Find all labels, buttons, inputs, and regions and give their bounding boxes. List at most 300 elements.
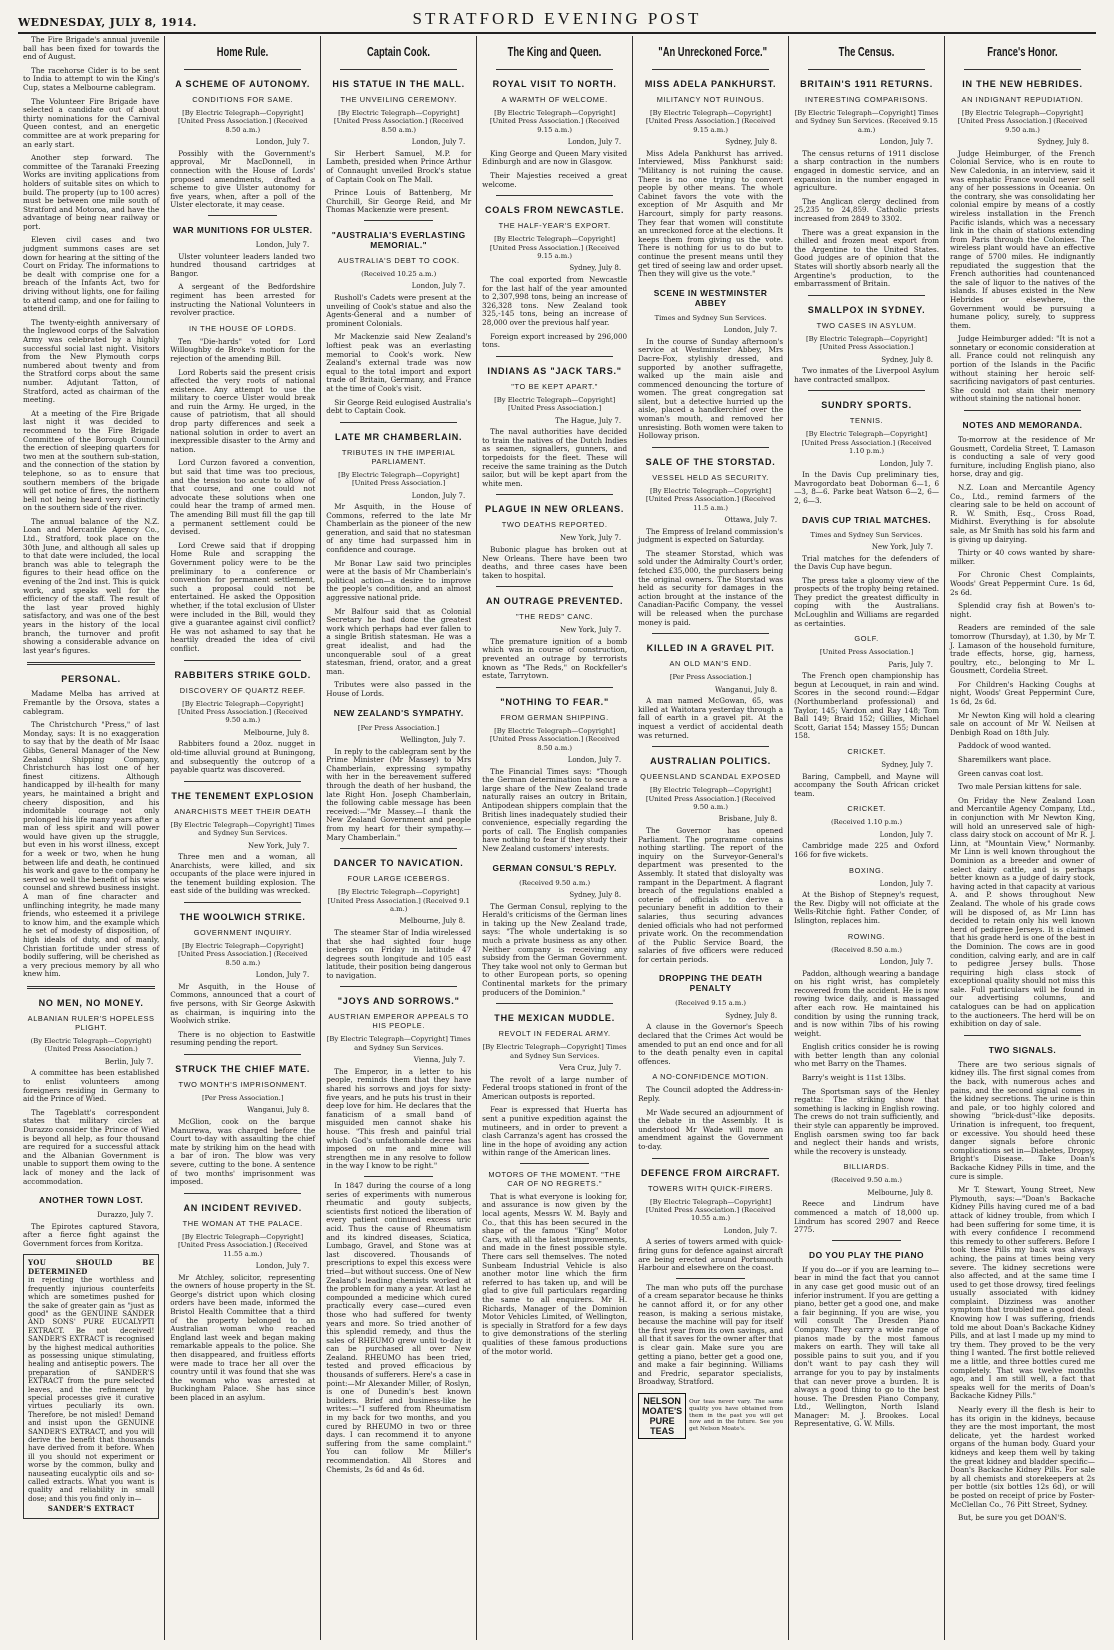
dateline: London, July 7. [567, 756, 622, 765]
paragraph: At the Bishop of Stepney's request, the Rev. Digby will not officiate at the Wells-Ritchie fight. Father Conder, of Islington, replaces him. [794, 890, 940, 925]
paragraph: English critics consider he is rowing with better length than any colonial who met Barry on the Thames. [794, 1042, 940, 1069]
ad-body: in rejecting the worthless and frequently injurious counterfeits which are sometimes pushed for the sake of greater gain as "just as good" as the GENUINE SANDER AND SONS' PURE EUCALYPTI EXTRACT. Be not deceived! SANDER'S EXTRACT is recognised by the highest medical authorities as possessing unique stimulating, healing and antiseptic powers. The preparation of SANDER'S EXTRACT from the pure selected leaves, and the refinement by special processes give it curative virtues peculiarly its own. Therefore, be not misled! Demand and insist upon the GENUINE SANDER'S EXTRACT, and you will derive the benefit that thousands have derived from it before. When ill you should not experiment or worse by the common, bulky and nauseating eucalyptic oils and so-called extracts. What you want is quality and reliability in small dose; and this you find only in— [28, 1276, 155, 1503]
credit-line: [By Electric Telegraph—Copyright] [United Press Association.] (Received 10.55 a.m.) [645, 1197, 776, 1223]
divider [964, 410, 1081, 411]
subheadline: TWO DEATHS REPORTED. [501, 520, 608, 530]
headline: THE MEXICAN MUDDLE. [494, 1013, 615, 1024]
credit-line: [By Electric Telegraph—Copyright] Times and Sydney Sun Services. (Received 9.15 a.m.) [794, 109, 939, 134]
credit-line: [By Electric Telegraph—Copyright] Times and Sydney Sun Services. [482, 1043, 627, 1060]
subheadline: THE WOMAN AT THE PALACE. [182, 1218, 303, 1228]
dateline: London, July 7. [879, 830, 934, 839]
paragraph: The racehorse Cider is to be sent to India to attempt to win the King's Cup, states a Melbourne cablegram. [23, 65, 160, 92]
headline: "AUSTRALIA'S EVERLASTING MEMORIAL." [331, 229, 466, 250]
paragraph: The annual balance of the N.Z. Loan and Mercantile Agency Co., Ltd., Stratford, took place on the 30th June, and although all sales up to that date were included, the local branch was able to telegraph the figures to their head office on the evening of the 2nd inst. This is quick work, and speaks well for the efficiency of the staff. The result of the last year proved highly satisfactory, and was one of the best years in the history of the local branch, the turnover and profit showing a considerable advance on last year's figures. [23, 516, 160, 655]
paragraph: Mr Balfour said that as Colonial Secretary he had done the greatest work which perhaps had ever fallen to a single British statesman. He was a great idealist, and had the unconquerable soul of a great statesman, friend, orator, and a great man. [326, 606, 472, 676]
headline: SCENE IN WESTMINSTER ABBEY [653, 287, 768, 308]
subheadline: AUSTRALIA'S DEBT TO COOK. [337, 255, 460, 265]
paragraph: Possibly with the Government's approval, Mr MacDonnell, in connection with the House of Lords' proposed amendments, drafted a scheme to give Ulster autonomy for five years, when, after a poll of the Ulster electorate, it may cease. [170, 148, 316, 210]
headline: NO MEN, NO MONEY. [38, 997, 144, 1008]
divider [652, 633, 769, 634]
issue-date: WEDNESDAY, JULY 8, 1914. [18, 16, 197, 29]
headline: DEFENCE FROM AIRCRAFT. [640, 1167, 781, 1178]
paragraph: At a meeting of the Fire Brigade last night it was decided to recommend to the Fire Brigade Committee of the Borough Council the erection of sleeping quarters for two men at the southern sub-station, and the connection of the station by telephone, so as to ensure that southern members of the brigade will get notice of fires, the northern bell not being heard very distinctly on the southern side of the river. [23, 408, 160, 513]
paragraph-piano-ad: If you do—or if you are learning to—bear in mind the fact that you cannot in any case get good music out of an inferior instrument. If you are getting a piano, better get a good one, and make a fair beginning. If you are wise, you will consult The Dresden Piano Company. They carry a wide range of pianos made by the most famous makers on earth. They will take all possible pains to suit you, and if you don't want to pay cash they will arrange for you to pay by instalments that can never prove a burden. It is always a good thing to go to the best house. The Dresden Piano Company, Ltd., Wellington, North Island Manager: M. J. Brookes. Local Representative, G. W. Mills. [794, 1264, 940, 1429]
dateline: London, July 7. [879, 879, 934, 888]
paragraph: Another step forward. The committee of the Taranaki Freezing Works are inviting applications from holders of suitable sites on which to build. The property (up to 100 acres) must be between one mile south of Stratford and Motoroa, and have the advantage of being near railway or port. [23, 153, 160, 231]
paragraph: A clause in the Governor's Speech declared that the Crimes Act would be amended to put an end once and for all to the death penalty even in capital offences. [638, 1022, 784, 1066]
divider [496, 195, 613, 196]
paragraph: The Financial Times says: "Though the German determination to secure a large share of the New Zealand trade naturally raises an outcry in Britain, Antipodean shippers complain that the British lines inadequately studied their convenience, especially regarding the ports of call. The English companies have nothing to fear if they study their New Zealand customers' interests. [482, 766, 628, 853]
paragraph: Their Majesties received a great welcome. [482, 171, 628, 189]
subheadline: TWO MONTH'S IMPRISONMENT. [178, 1080, 307, 1090]
headline: THE WOOLWICH STRIKE. [179, 912, 306, 923]
headline: COALS FROM NEWCASTLE. [485, 205, 625, 216]
dateline: London, July 7. [255, 971, 310, 980]
credit-line: (Received 10.25 a.m.) [361, 269, 437, 278]
paragraph: Splendid cray fish at Bowen's to-night. [950, 601, 1095, 619]
column-local-news [18, 36, 165, 1640]
column-title: The Census. [838, 44, 895, 59]
divider [340, 69, 457, 70]
dateline: London, July 7. [255, 1262, 310, 1270]
page-columns [18, 36, 1100, 1640]
credit-line: [By Electric Telegraph—Copyright] [United Press Association.] (Received 11.5 a.m.) [645, 486, 776, 512]
dateline: Sydney, July 8. [1037, 138, 1089, 147]
dateline: New York, July 7. [559, 534, 622, 543]
paragraph: The Emperor, in a letter to his people, reminds them that they have shared his sorrows and joys for sixty-five years, and he puts his trust in their deep love for him. He declares that the fanaticism of a small band of misguided men cannot shake his house. "This fresh and painful trial which God's unfathomable decree has imposed on me and mine will strengthen me in any resolve to follow in the way I know to be right." [326, 1066, 472, 1171]
headline: RABBITERS STRIKE GOLD. [174, 669, 312, 680]
masthead [18, 6, 1096, 34]
paragraph: The Volunteer Fire Brigade have selected a candidate out of about thirty nominations for the Carnival Queen contest, and an energetic committee are at work preparing for an early start. [23, 96, 160, 149]
paragraph-rheumo-ad: In 1847 during the course of a long series of experiments with numerous rheumatic and gouty subjects, scientists first noticed the liberation of every patient continued excess uric acid. Thus the cause of Rheumatism and its kindred diseases, Sciatica, Lumbago, Gravel, and Stone was at last discovered. Thousands of prescriptions to expel this excess were tried—but without success. One of New Zealand's leading chemists worked at the problem for many a year. At last he compounded a medicine which cured practically every case—cured even those who had suffered for twenty years and more. So tried another of this splendid remedy, and thus the sales of RHEUMO grew until to-day it can be purchased all over New Zealand. RHEUMO has been tried, tested and proved efficacious by thousands of sufferers. Here's a case in point:—Mr Alexander Miller, of Roslyn, is one of Dunedin's best known builders. Brief and business-like he writes:—"I suffered from Rheumatism in my back for two months, and you cured by RHEUMO in two or three days. I can recommend it to anyone suffering from the same complaint." You can follow Mr Miller's recommendation. All Stores and Chemists, 2s 6d and 4s 6d. [326, 1181, 472, 1474]
paragraph: Nearly every ill the flesh is heir to has its origin in the kidneys, because they are the most important, the most delicate, yet the hardest worked organs of the human body. Guard your kidneys and keep them well by taking the great kidney and bladder specific—Doan's Backache Kidney Pills. For sale by all chemists and storekeepers at 2s per bottle (six bottles 12s 6d), or will be posted on receipt of price by Foster-McClellan Co., 76 Pitt Street, Sydney. [950, 1405, 1095, 1509]
divider [652, 746, 769, 747]
paragraph: Mr Asquith, in the House of Commons, referred to the late Mr Chamberlain as the pioneer of the new generation, and said that no statesman of any time had surpassed him in confidence and courage. [326, 502, 472, 555]
headline: STRUCK THE CHIEF MATE. [175, 1064, 311, 1075]
divider [27, 662, 155, 665]
headline: NEW ZEALAND'S SYMPATHY. [333, 707, 464, 718]
divider [496, 687, 613, 688]
paragraph: Mr Bonar Law said two principles were at the basis of Mr Chamberlain's political action—a desire to improve the people's condition, and an almost aggressive national pride. [326, 558, 472, 603]
paragraph: Sir George Reid eulogised Australia's debt to Captain Cook. [326, 397, 472, 416]
column-home-rule [165, 36, 321, 1640]
paragraph: Thirty or 40 cows wanted by share-milker. [950, 548, 1095, 566]
dateline: Sydney, July 7. [881, 761, 934, 769]
subheadline: AN INDIGNANT REPUDIATION. [961, 95, 1084, 104]
divider [364, 220, 433, 221]
paragraph: The steamer Storstad, which was sold under the Admiralty Court's order, fetched £35,000, the purchasers being the original owners. The Storstad was held as security for damages in the action brought at the instance of the Canadian-Pacific Company, the vessel will be released when the purchase money is paid. [638, 548, 784, 627]
dateline: Wanganui, July 8. [247, 1106, 310, 1115]
divider [808, 390, 925, 391]
subheadline: REVOLT IN FEDERAL ARMY. [498, 1029, 611, 1039]
subheadline: AN OLD MAN'S END. [669, 659, 752, 669]
column-title: France's Honor. [987, 44, 1058, 59]
divider [184, 902, 301, 903]
subheadline: A WARMTH OF WELCOME. [501, 95, 608, 104]
divider [496, 586, 613, 587]
ad-caption: YOU SHOULD BE DETERMINED [28, 1258, 155, 1276]
paragraph: Bubonic plague has broken out at New Orleans. There have been two deaths, and three cases have been taken to hospital. [482, 544, 628, 580]
subheadline: TENNIS. [849, 416, 884, 426]
credit-line: [By Electric Telegraph—Copyright] [United Press Association.] (Received 9.15 a.m.) [489, 235, 620, 260]
divider [496, 69, 613, 70]
paragraph: The Anglican clergy declined from 25,235 to 24,859. Catholic priests increased from 2849 to 3302. [794, 196, 940, 223]
headline: DAVIS CUP TRIAL MATCHES. [802, 514, 932, 525]
paragraph: Mr Wade secured an adjournment of the debate in the Assembly. It is understood Mr Wade will move an amendment against the Government to-day. [638, 1107, 784, 1151]
paragraph: In reply to the cablegram sent by the Prime Minister (Mr Massey) to Mrs Chamberlain, expressing sympathy with her in the bereavement suffered through the death of her husband, the late Right Hon. Joseph Chamberlain, the following cable message has been received:—"Mr Massey.—I thank the New Zealand Government and people from my heart for their sympathy.—Mary Chamberlain." [326, 746, 472, 842]
paragraph: Madame Melba has arrived at Fremantle by the Orsova, states a cablegram. [23, 689, 160, 716]
headline: AUSTRALIAN POLITICS. [650, 756, 772, 767]
paragraph: Green canvas coat lost. [958, 768, 1044, 778]
dateline: London, July 7. [411, 282, 466, 291]
subheadline: "TO BE KEPT APART." [511, 381, 599, 391]
dateline: London, July 7. [879, 957, 934, 966]
paragraph: The press take a gloomy view of the prospects of the trophy being retained. They predict the greatest difficulty in coping with the Australians. McLoughlin and Williams are regarded as certainties. [794, 575, 940, 628]
headline: A SCHEME OF AUTONOMY. [175, 79, 311, 89]
divider [340, 422, 457, 423]
headline: DROPPING THE DEATH PENALTY [658, 973, 763, 994]
paragraph: A committee has been established to enlist volunteers among foreigners residing in Germany to aid the Prince of Wied. [23, 1068, 160, 1104]
headline: DANCER TO NAVICATION. [333, 858, 464, 869]
headline: "JOYS AND SORROWS." [337, 996, 460, 1007]
paragraph: Foreign export increased by 296,000 tons. [482, 331, 628, 350]
headline: BRITAIN'S 1911 RETURNS. [800, 79, 933, 89]
paragraph: The twenty-eighth anniversary of the Inglewood corps of the Salvation Army was celebrated by a highly successful social last night. Visitors from the New Plymouth corps numbered about twenty and from the Stratford corps about the same number. Adjutant Tatton, of Stratford, acted as chairman of the meeting. [23, 317, 160, 405]
paragraph: Mr Atchley, solicitor, representing the owners of house property in the St. George's district upon which closing orders have been made, informed the Bristol Health Committee that a third of the property belonged to an Australian woman who reached England last week and began making remarkable appeals to the police. She then disappeared, and fruitless efforts were made to trace her all over the country until it was found that she was the woman who was arrested at Buckingham Palace. She has since been placed in an asylum. [170, 1272, 316, 1402]
divider [340, 848, 457, 849]
paragraph: Readers are reminded of the sale tomorrow (Thursday), at 1.30, by Mr T. J. Lamason of the household furniture, trade effects, horse, gig, harness, poultry, etc., belonging to Mr L. Gousmett, Cordelia Street. [950, 623, 1095, 676]
headline: ROYAL VISIT TO NORTH. [492, 79, 617, 89]
divider [652, 447, 769, 448]
section-heading-personal: PERSONAL. [61, 674, 121, 685]
divider [808, 295, 925, 296]
credit-line: [By Electric Telegraph—Copyright] [United Press Association.] [805, 334, 928, 352]
paragraph: Eleven civil cases and two judgment summons cases are set down for hearing at the sitting of the Court on Friday. The informations to be dealt with comprise one for a breach of the Infants Act, two for driving without lights, one for failing to attend camp, and one for failing to attend drill. [23, 235, 160, 314]
advertisement-nelson-moate [638, 1393, 783, 1439]
column-title: The King and Queen. [507, 44, 602, 59]
paragraph: That is what everyone is looking for, and assurance is now given by the local agents, Messrs W. M. Bayly and Co., that this has been secured in the shape of the famous "King" Motor Cars, with all the latest improvements, and made in the finest possible style. There cars sell themselves. The noted Sunbeam Industrial Vehicle is also another motor line which the firm referred to has taken up, and will be glad to give full particulars regarding the same to all enquirers. Mr H. Richards, Manager of the Dominion Motor Vehicles Limited, of Wellington, is specially in Stratford for a few days to give demonstrations of the sterling qualities of these famous productions of the motor world. [482, 1191, 628, 1356]
subheadline: QUEENSLAND SCANDAL EXPOSED [640, 772, 782, 782]
paragraph: The revolt of a large number of Federal troops stationed in front of the American outposts is reported. [482, 1074, 628, 1101]
credit-line: [By Electric Telegraph—Copyright] [United Press Association.] (Received 8.50 a.m.) [177, 942, 308, 967]
paragraph: Two male Persian kittens for sale. [958, 782, 1082, 792]
paragraph: The Sportsman says of the Henley regatta: The striking show that something is lacking in English rowing. The crews do not train sufficiently, and their style can apparently be improved. English oarsmen swing too far back and neglect their hands and wrists, while the recovery is unsteady. [794, 1086, 940, 1156]
paragraph: The premature ignition of a bomb which was in course of construction, prevented an outrage by terrorists known as "The Reds," on Rockfeller's estate, Tarrytown. [482, 636, 628, 681]
dateline: Ottawa, July 7. [724, 516, 778, 525]
divider [964, 1035, 1081, 1036]
dateline: Sydney, July 8. [569, 264, 622, 273]
headline: INDIANS AS "JACK TARS." [487, 365, 622, 376]
paragraph: The German Consul, replying to the Herald's criticisms of the German lines in taking up the New Zealand trade, says: "The whole undertaking is so much a private business as any other. Neither company is receiving any subsidy from the German Government. They take wool not only to German but to other European ports, so opening Continental markets for the primary producers of the Dominion." [482, 901, 628, 997]
paragraph: Paddock of wood wanted. [958, 741, 1052, 751]
paragraph: The French open championship has begun at Lecouquet, in rain and wind. Scores in the second round:—Edgar (Northumberland professional) and Taylor, 145; Vardon and Ray 148; Tom Ball 149; Braid 152; Gillies, Michael Scott, Gariat 154; Massey 155; Duncan 158. [794, 671, 940, 741]
divider [496, 356, 613, 357]
divider [27, 986, 155, 989]
paragraph: King George and Queen Mary visited Edinburgh and are now in Glasgow. [482, 148, 628, 167]
dateline: London, July 7. [723, 1226, 778, 1235]
divider [964, 69, 1081, 70]
paragraph: There are two serious signals of kidney ills. The first signal comes from the back, with numerous aches and pains, and the second signal comes in the kidney secretions. The urine is thin and pale, or too highly colored and showing "brick-dust"-like deposits. Urination is infrequent, too frequent, or excessive. You should heed these danger signals before chronic complications set in—Diabetes, Dropsy, Bright's Disease. Take Doan's Backache Kidney Pills in time, and the cure is simple. [950, 1059, 1095, 1181]
subheadline: TOWERS WITH QUICK-FIRERS. [647, 1183, 774, 1193]
column-title: Captain Cook. [367, 44, 431, 59]
subheadline: BOXING. [849, 865, 885, 875]
column-title: Home Rule. [216, 44, 269, 59]
dateline: London, July 7. [255, 240, 310, 249]
dateline: London, July 7. [411, 491, 466, 500]
paragraph: The Christchurch "Press," of last Monday, says: It is no exaggeration to say that by the death of Mr Isaac Gibbs, General Manager of the New Zealand Shipping Company, Christchurch has lost one of her finest citizens. Although handicapped by ill-health for many years, he maintained a bright and cheery disposition, and his indomitable courage not only prolonged his life many years after a man of less spirit and will power would have given up the struggle, but even in his worst illness, except for a week or two, when he hung between life and death, he continued his work and gave to the company he served so well the benefit of his wise counsel and shrewd business insight. A man of fine character and unflinching integrity, he made many friends, who esteemed it a privilege to know him, and the example which he set of modesty of disposition, of high ideals of duty, and of manly, Christian fortitude under stress of bodily suffering, will be cherished as a very precious memory by all who knew him. [23, 720, 160, 979]
credit-line: [By Electric Telegraph—Copyright] [United Press Association.] [338, 470, 460, 488]
divider [808, 69, 925, 70]
paragraph: The census returns of 1911 disclose a sharp contraction in the numbers engaged in domestic service, and an expansion in the number engaged in agriculture. [794, 148, 940, 193]
subheadline: VESSEL HELD AS SECURITY. [652, 472, 769, 482]
column-title: "An Unreckoned Force." [658, 44, 768, 59]
headline: IN THE NEW HEBRIDES. [962, 79, 1083, 89]
paragraph: McGlion, cook on the barque Manurewa, was charged before the Court to-day with assaulting the chief mate by striking him on the head with a bar of iron. The blow was very severe, cutting to the bone. A sentence of two months' imprisonment was imposed. [170, 1117, 316, 1187]
credit-line: Times and Sydney Sun Services. [654, 313, 767, 322]
divider [676, 1278, 745, 1279]
headline: AN OUTRAGE PREVENTED. [485, 596, 624, 607]
paragraph: Lord Roberts said the present crisis affected the very roots of national existence. Any attempt to use the military to coerce Ulster would break and ruin the Army. He urged, in the cause of patriotism, that all should drop party differences and seek a national solution in order to avert an inexpressible disaster to the Army and nation. [170, 367, 316, 454]
subheadline: ALBANIAN RULER'S HOPELESS PLIGHT. [27, 1013, 155, 1032]
paragraph: Trial matches for the defenders of the Davis Cup have begun. [794, 553, 940, 572]
dateline: London, July 7. [723, 326, 778, 335]
credit-line: [By Electric Telegraph—Copyright] [United Press Association.] (Received 9.50 a.m.) [957, 109, 1088, 134]
divider [520, 1163, 589, 1164]
dateline: New York, July 7. [248, 841, 310, 850]
dateline: Berlin, July 7. [104, 1057, 154, 1066]
paragraph: Three men and a woman, all Anarchists, were killed, and six occupants of the place were injured in the tenement building explosion. The east side of the building was wrecked. [170, 852, 316, 896]
paragraph: Lord Crewe said that if dropping Home Rule and scrapping the Government policy were to be the preliminary to a conference or convention for permanent settlement, such a proposal could not be entertained. He asked the Opposition whether, if the total exclusion of Ulster were included in the Bill, would they give a guarantee against civil conflict? He was not ashamed to say that he heartily dreaded the idea of civil conflict. [170, 540, 316, 653]
credit-line: [By Electric Telegraph—Copyright] [United Press Association.] (Received 9.1 a.m.) [327, 888, 470, 913]
credit-line: Times and Sydney Sun Services. [810, 530, 923, 539]
subheadline: ANARCHISTS MEET THEIR DEATH [174, 806, 312, 816]
dateline: The Hague, July 7. [555, 416, 622, 425]
dateline: New York, July 7. [871, 542, 934, 551]
dateline: Paris, July 7. [888, 660, 934, 669]
headline: AN INCIDENT REVIVED. [183, 1202, 302, 1213]
credit-line: [By Electric Telegraph—Copyright] Times and Sydney Sun Services. [170, 820, 315, 838]
subheadline: A NO-CONFIDENCE MOTION. [652, 1072, 769, 1082]
paragraph: Rusholl's Cadets were present at the unveiling of Cook's statue and also the Agents-General and a number of prominent Colonials. [326, 292, 472, 328]
dateline: London, July 7. [567, 138, 622, 147]
paragraph-separator-ad: The man who puts off the purchase of a cream separator because he thinks he cannot afford it, or for any other reason, is making a serious mistake, because the machine will pay for itself the first year from its own savings, and all that it saves for the owner after that is clear gain. Make sure you are getting a piano, better get a good one, and make a fair beginning. Williams and Fredric, separator specialists, Broadway, Stratford. [638, 1282, 784, 1387]
credit-line: [By Electric Telegraph—Copyright] [United Press Association.] (Received 11.55 a.m.) [177, 1232, 308, 1258]
divider [184, 781, 301, 782]
paragraph: The coal exported from Newcastle for the last half of the year amounted to 2,307,998 tons, being an increase of 326,328 tons. New Zealand took 325,-145 tons, being an increase of 28,000 over the previous half year. [482, 275, 628, 327]
ad-logo: NELSON MOATE'S PURE TEAS [638, 1393, 686, 1439]
paragraph: Mr Mackenzie said New Zealand's loftiest peak was an everlasting memorial to Cook's work. New Zealand's external trade was now equal to the total import and export trade of Britain, Germany, and France at the time of Cook's visit. [326, 332, 472, 393]
paragraph: Mr T. Stewart, Young Street, New Plymouth, says:—"Doan's Backache Kidney Pills having cured me of a bad attack of kidney trouble, from which I had been suffering for some time, it is with every confidence I recommend this remedy to other sufferers. Before I took these Pills my back was always aching, the pains at times being very severe. The kidney secretions were also affected, and at the same time I used to get those drowsy, tired feelings usually associated with kidney complaint. Dizziness was another symptom that troubled me a good deal. Knowing how I was suffering, friends told me about Doan's Backache Kidney Pills, and at last I made up my mind to try them. They proved to be the very thing I wanted. The first bottle relieved me a little, and three bottles cured me completely. That was twelve months ago, and I am still well, a fact that speaks well for the merits of Doan's Backache Kidney Pills." [950, 1185, 1095, 1401]
headline: WAR MUNITIONS FOR ULSTER. [172, 224, 313, 235]
credit-line: [Per Press Association.] [201, 1094, 284, 1103]
divider [184, 1193, 301, 1194]
paragraph: A sergeant of the Bedfordshire regiment has been arrested for instructing the National Volunteers in revolver practice. [170, 282, 316, 318]
credit-line: [By Electric Telegraph—Copyright] [United Press Association.] (Received 1.10 p.m.) [801, 430, 932, 456]
subheadline: GOLF. [854, 634, 879, 644]
paragraph: Baring, Campbell, and Mayne will accompany the South African cricket team. [794, 771, 940, 798]
paragraph: The Council adopted the Address-in-Reply. [638, 1085, 784, 1104]
divider [184, 69, 301, 70]
dateline: London, July 7. [879, 459, 934, 468]
dateline: Sydney, July 8. [569, 891, 622, 899]
headline: LATE MR CHAMBERLAIN. [335, 431, 463, 442]
credit-line: (Received 9.50 a.m.) [831, 1176, 903, 1185]
credit-line: [United Press Association.] [819, 648, 914, 657]
divider [496, 1003, 613, 1004]
dateline: Vienna, July 7. [413, 1056, 466, 1065]
subheadline: ROWING. [847, 931, 886, 941]
paragraph: A series of towers armed with quick-firing guns for defence against aircraft are being erected around Portsmouth Harbour and elsewhere on the coast. [638, 1237, 784, 1273]
paragraph: Paddon, although wearing a bandage on his right wrist, has completely recovered from the accident. He is now rowing twice daily, and is massaged after each row. He maintained his condition by using the running track, and is now within 7lbs of his rowing weight. [794, 968, 940, 1038]
paragraph: There is no objection to Eastwitle resuming pending the report. [170, 1029, 316, 1048]
paragraph: But, be sure you get DOAN'S. [958, 1513, 1067, 1523]
paragraph: Rabbiters found a 20oz. nugget in old-time alluvial ground at Buningong, and subsequently the outcrop of a payable quartz was discovered. [170, 739, 316, 775]
divider [184, 660, 301, 661]
column-unreckoned-force [633, 36, 789, 1640]
subheadline: CRICKET. [847, 747, 886, 756]
column-captain-cook [321, 36, 477, 1640]
paragraph: For Chronic Chest Complaints, Woods' Great Peppermint Cure. 1s 6d, 2s 6d. [950, 570, 1095, 597]
headline: GERMAN CONSUL'S REPLY. [492, 862, 617, 873]
subheadline: GOVERNMENT INQUIRY. [193, 928, 292, 938]
subheadline: FOUR LARGE ICEBERGS. [347, 874, 450, 884]
paragraph: Ulster volunteer leaders landed two hundred thousand cartridges at Bangor. [170, 251, 316, 278]
paragraph: On Friday the New Zealand Loan and Mercantile Agency Company, Ltd., in conjunction with Mr Newton King, will hold an unreserved sale of high-class dairy stock on account of Mr R. J. Linn, at "Mountain View," Normanby. Mr Linn is well known throughout the Dominion as a breeder and owner of select dairy cattle, and is perhaps better known as a judge of dairy stock, having acted in that capacity at various A. and P. shows throughout New Zealand. The whole of his grade cows will be disposed of, as Mr Linn has decided to retain only his well known herd of pedigree Jerseys. It is claimed that his grade herd is one of the best in the Dominion. The cows are in good condition, calving early, and are in calf to pedigree Jersey bulls. Those requiring high class stock of exceptional quality should not miss this sale. Full particulars will be found in our advertising columns, and catalogues can be had on application to the auctioneers. The herd will be on exhibition on day of sale. [950, 795, 1095, 1029]
advertisement-sanders [23, 1254, 159, 1518]
paragraph: To-morrow at the residence of Mr Gousmett, Cordelia Street, T. Lamason is conducting a sale of very good furniture, including English piano, also horse, dray and gig. [950, 435, 1095, 479]
subheadline: MILITANCY NOT RUINOUS. [656, 95, 765, 104]
divider [184, 1054, 301, 1055]
credit-line: (Received 8.50 a.m.) [831, 945, 903, 954]
credit-line: (Received 1.10 p.m.) [830, 818, 903, 827]
paragraph: Tributes were also passed in the House of Lords. [326, 680, 472, 698]
paragraph: In the course of Sunday afternoon's service at Westminster Abbey, Mrs Dacre-Fox, stylishly dressed, and supported by another suffragette, walked up the main aisle and commenced denouncing the torture of women. The great congregation sat silent, but a detective hurried up the aisle, placed a handkerchief over the woman's mouth, and removed her unresisting. Both women were taken to Holloway prison. [638, 336, 784, 441]
paragraph: Cambridge made 225 and Oxford 166 for five wickets. [794, 841, 940, 859]
ad-body: Our teas never vary. The same quality you have obtained from them in the past you will get now and in the future. See you get Nelson Moate's. [689, 1399, 784, 1432]
dateline: New York, July 7. [559, 626, 622, 635]
headline: "NOTHING TO FEAR." [500, 696, 610, 707]
credit-line: [Per Press Association.] [357, 723, 440, 732]
headline: SUNDRY SPORTS. [821, 400, 912, 411]
headline: HIS STATUE IN THE MALL. [332, 79, 465, 89]
subheadline: FROM GERMAN SHIPPING. [500, 712, 609, 722]
paragraph: The naval authorities have decided to train the natives of the Dutch Indies as seamen, signallers, gunners, and torpedoists for the fleet. These will receive the same training as the Dutch sailor, but will be kept apart from the white men. [482, 427, 628, 488]
headline: KILLED IN A GRAVEL PIT. [646, 643, 775, 654]
dateline: Melbourne, July 8. [399, 917, 466, 926]
headline: NOTES AND MEMORANDA. [962, 420, 1083, 431]
subheadline: "THE REDS" CANC. [516, 612, 594, 622]
dateline: London, July 7. [879, 138, 934, 147]
ad-brand: SANDER'S EXTRACT [47, 1504, 135, 1514]
headline: TWO SIGNALS. [988, 1044, 1057, 1055]
subheadline: AUSTRIAN EMPEROR APPEALS TO HIS PEOPLE. [328, 1012, 469, 1031]
subheadline: DISCOVERY OF QUARTZ REEF. [179, 685, 306, 695]
paragraph: The Governor has opened Parliament. The programme contains nothing startling. The report of the inquiry on the Surveyor-General's department was presented to the Assembly. It stated that disloyalty was rampant in the Department. A flagrant breach of the regulations enabled a coterie of officials to derive a pecuniary benefit in addition to their salaries, thus securing advances denied officials who had not performed private work. On the recommendation of the Public Service Board, the salaries of five officers were reduced for certain periods. [638, 825, 784, 964]
dateline: Sydney, July 8. [725, 1011, 778, 1020]
paragraph: Mr Newton King will hold a clearing sale on account of Mr W. Neilsen at Denbigh Road on 18th July. [950, 710, 1095, 737]
paragraph: Prince Louis of Battenberg, Mr Churchill, Sir George Reid, and Mr Thomas Mackenzie were present. [326, 188, 472, 215]
paragraph: Sir Herbert Samuel, M.P. for Lambeth, presided when Prince Arthur of Connaught unveiled Brock's statue of Captain Cook on The Mall. [326, 148, 472, 184]
credit-line: [By Electric Telegraph—Copyright] [United Press Association.] [494, 395, 616, 413]
dateline: Sydney, July 8. [725, 138, 778, 147]
paragraph: Miss Adela Pankhurst has arrived. Interviewed, Miss Pankhurst said: "Militancy is not ruining the cause. There is no one trying to convert people by other means. The whole Cabinet favors the vote with the exception of Mr Asquith and Mr Harcourt, simply for party reasons. They fear that women will constitute an unreckoned force at the elections. It keeps them from giving us the vote. There is nothing for us to do but to continue the present means until they get tired of seeing law and order upset. Then they will give us the vote." [638, 148, 784, 279]
credit-line: (Received 9.50 a.m.) [519, 878, 591, 887]
paper-title: STRATFORD EVENING POST [412, 9, 702, 28]
subheadline: INTERESTING COMPARISONS. [805, 95, 929, 104]
divider [496, 494, 613, 495]
divider [340, 986, 457, 987]
divider [652, 69, 769, 70]
dateline: Brisbane, July 8. [718, 815, 778, 824]
paragraph: In the Davis Cup preliminary ties, Mavrogordato beat Doborman 6—1, 6—3, 8—6. Parke beat Watson 6—2, 6—2, 6—3. [794, 470, 940, 505]
paragraph: Judge Heimburger, of the French Colonial Service, who is en route to New Caledonia, in an interview, said it was emphatic France would never sell any of her possessions in Oceania. On the contrary, she was consolidating her colonial empire by means of a costly wireless installation in the French Pacific islands, which was a necessary link in the chain of stations extending from Paris through the Colonies. The wireless plant would have an effective range of 5700 miles. He indignantly repudiated the suggestion that the French authorities had countenanced the sale of liquor to the natives of the islands. If abuses existed in the New Hebrides or elsewhere, the Government would be pursuing a humane policy, surely, to suppress them. [950, 148, 1095, 330]
paragraph: The Epirotes captured Stavora, after a fierce fight against the Government forces from Koritza. [23, 1221, 160, 1248]
dateline: Vera Cruz, July 7. [559, 1063, 622, 1072]
paragraph: Ten "Die-hards" voted for Lord Willoughby de Broke's motion for the rejection of the amending Bill. [170, 336, 316, 363]
dateline: Sydney, July 8. [881, 355, 934, 364]
subheadline: CRICKET. [847, 804, 886, 814]
divider [652, 1158, 769, 1159]
credit-line: (By Electric Telegraph—Copyright) (United Press Association.) [30, 1036, 152, 1054]
paragraph: Judge Heimburger added: "It is not a sonnetary or economic consideration at all. France could not relinquish any portion of the Islands in the Pacific without staining her heroic self-sacrificing navigators of past centuries. She could not stain their memory without staining the national honor. [950, 334, 1095, 404]
headline: ANOTHER TOWN LOST. [39, 1195, 144, 1206]
credit-line: [By Electric Telegraph—Copyright] [United Press Association.] (Received 9.15 a.m.) [489, 109, 620, 134]
dateline: Melbourne, July 8. [243, 728, 310, 737]
credit-line: (Received 9.15 a.m.) [675, 999, 747, 1008]
subheadline: THE UNVEILING CEREMONY. [340, 95, 457, 104]
divider [208, 215, 277, 216]
credit-line: [By Electric Telegraph—Copyright] [United Press Association.] (Received 9.15 a.m.) [645, 109, 776, 134]
divider [364, 1176, 433, 1177]
paragraph: The Empress of Ireland commission's judgment is expected on Saturday. [638, 526, 784, 545]
dateline: Durazzo, July 7. [97, 1211, 154, 1220]
column-census [789, 36, 945, 1640]
subheadline: TRIBUTES IN THE IMPERIAL PARLIAMENT. [341, 447, 456, 466]
subheadline: TWO CASES IN ASYLUM. [816, 320, 917, 330]
paragraph: The Fire Brigade's annual juvenile ball has been fixed for towards the end of August. [23, 36, 160, 62]
dateline: Wellington, July 7. [400, 735, 466, 744]
column-france-honor [945, 36, 1100, 1640]
paragraph: For Children's Hacking Coughs at night, Woods' Great Peppermint Cure, 1s 6d, 2s 6d. [950, 679, 1095, 707]
paragraph: N.Z. Loan and Mercantile Agency Co., Ltd., remind farmers of the clearing sale to be held on account of R. W. Smith, Esq., Cross Road, Midhirst. Everything is for absolute sale, as Mr Smith has sold his farm and is giving up dairying. [950, 483, 1095, 544]
headline: MISS ADELA PANKHURST. [644, 79, 777, 89]
credit-line: [By Electric Telegraph—Copyright] [United Press Association.] (Received 9.50 a.m.) [177, 699, 308, 725]
divider [832, 1240, 901, 1241]
paragraph: Lord Curzon favored a convention, but said that time was too precious, and the tension too acute to allow of that course, and one could not advocate these solutions when one could hear the tramp of armed men. The amending Bill must fill the gap till a permanent settlement could be devised. [170, 458, 316, 537]
dateline: Melbourne, July 8. [867, 1188, 934, 1197]
subheadline: MOTORS OF THE MOMENT. "THE CAR OF NO REGRETS." [488, 1169, 621, 1188]
headline: SALE OF THE STORSTAD. [645, 456, 776, 467]
headline: PLAGUE IN NEW ORLEANS. [485, 504, 625, 515]
paragraph: Sharemilkers want place. [958, 755, 1051, 765]
paragraph: Barry's weight is 11st 13lbs. [802, 1073, 906, 1083]
dateline: London, July 7. [411, 138, 466, 147]
headline: THE TENEMENT EXPLOSION [171, 790, 315, 801]
credit-line: [By Electric Telegraph—Copyright] [United Press Association.] (Received 8.50 a.m.) [333, 109, 464, 134]
subheadline: IN THE HOUSE OF LORDS. [188, 323, 297, 333]
paragraph: Mr Asquith, in the House of Commons, announced that a court of five persons, with Sir George Askwith as chairman, is inquiring into the Woolwich strike. [170, 981, 316, 1026]
paragraph: Reece and Lindrum have commenced a match of 18,000 up. Lindrum has scored 2907 and Reece 2775. [794, 1199, 940, 1235]
credit-line: [By Electric Telegraph—Copyright] [United Press Association.] (Received 9.50 a.m.) [645, 786, 776, 811]
column-king-queen [477, 36, 633, 1640]
subheadline: CONDITIONS FOR SAME. [192, 95, 294, 104]
paragraph: The steamer Star of India wirelessed that she had sighted four huge icebergs on Friday in latitude 47 degrees south longitude and 105 east latitude, their position being dangerous to navigation. [326, 927, 472, 980]
paragraph: There was a great expansion in the chilled and frozen meat export from the Argentine to the United States. Good judges are of opinion that the States will shortly absorb nearly all the Argentine's production, to the embarrassment of Britain. [794, 227, 940, 289]
credit-line: [By Electric Telegraph—Copyright] Times and Sydney Sun Services. [326, 1035, 471, 1052]
paragraph: Fear is expressed that Huerta has sent a punitive expedition against the mutineers, and in order to prevent a clash Carranza's agent has crossed the line in the hope of avoiding any action within range of the American lines. [482, 1105, 628, 1158]
paragraph: A man named McGowan, 65, was killed at Waitotara yesterday through a fall of earth in a gravel pit. At the inquest a verdict of accidental death was returned. [638, 696, 784, 740]
ad-heading-piano: DO YOU PLAY THE PIANO [809, 1249, 925, 1260]
